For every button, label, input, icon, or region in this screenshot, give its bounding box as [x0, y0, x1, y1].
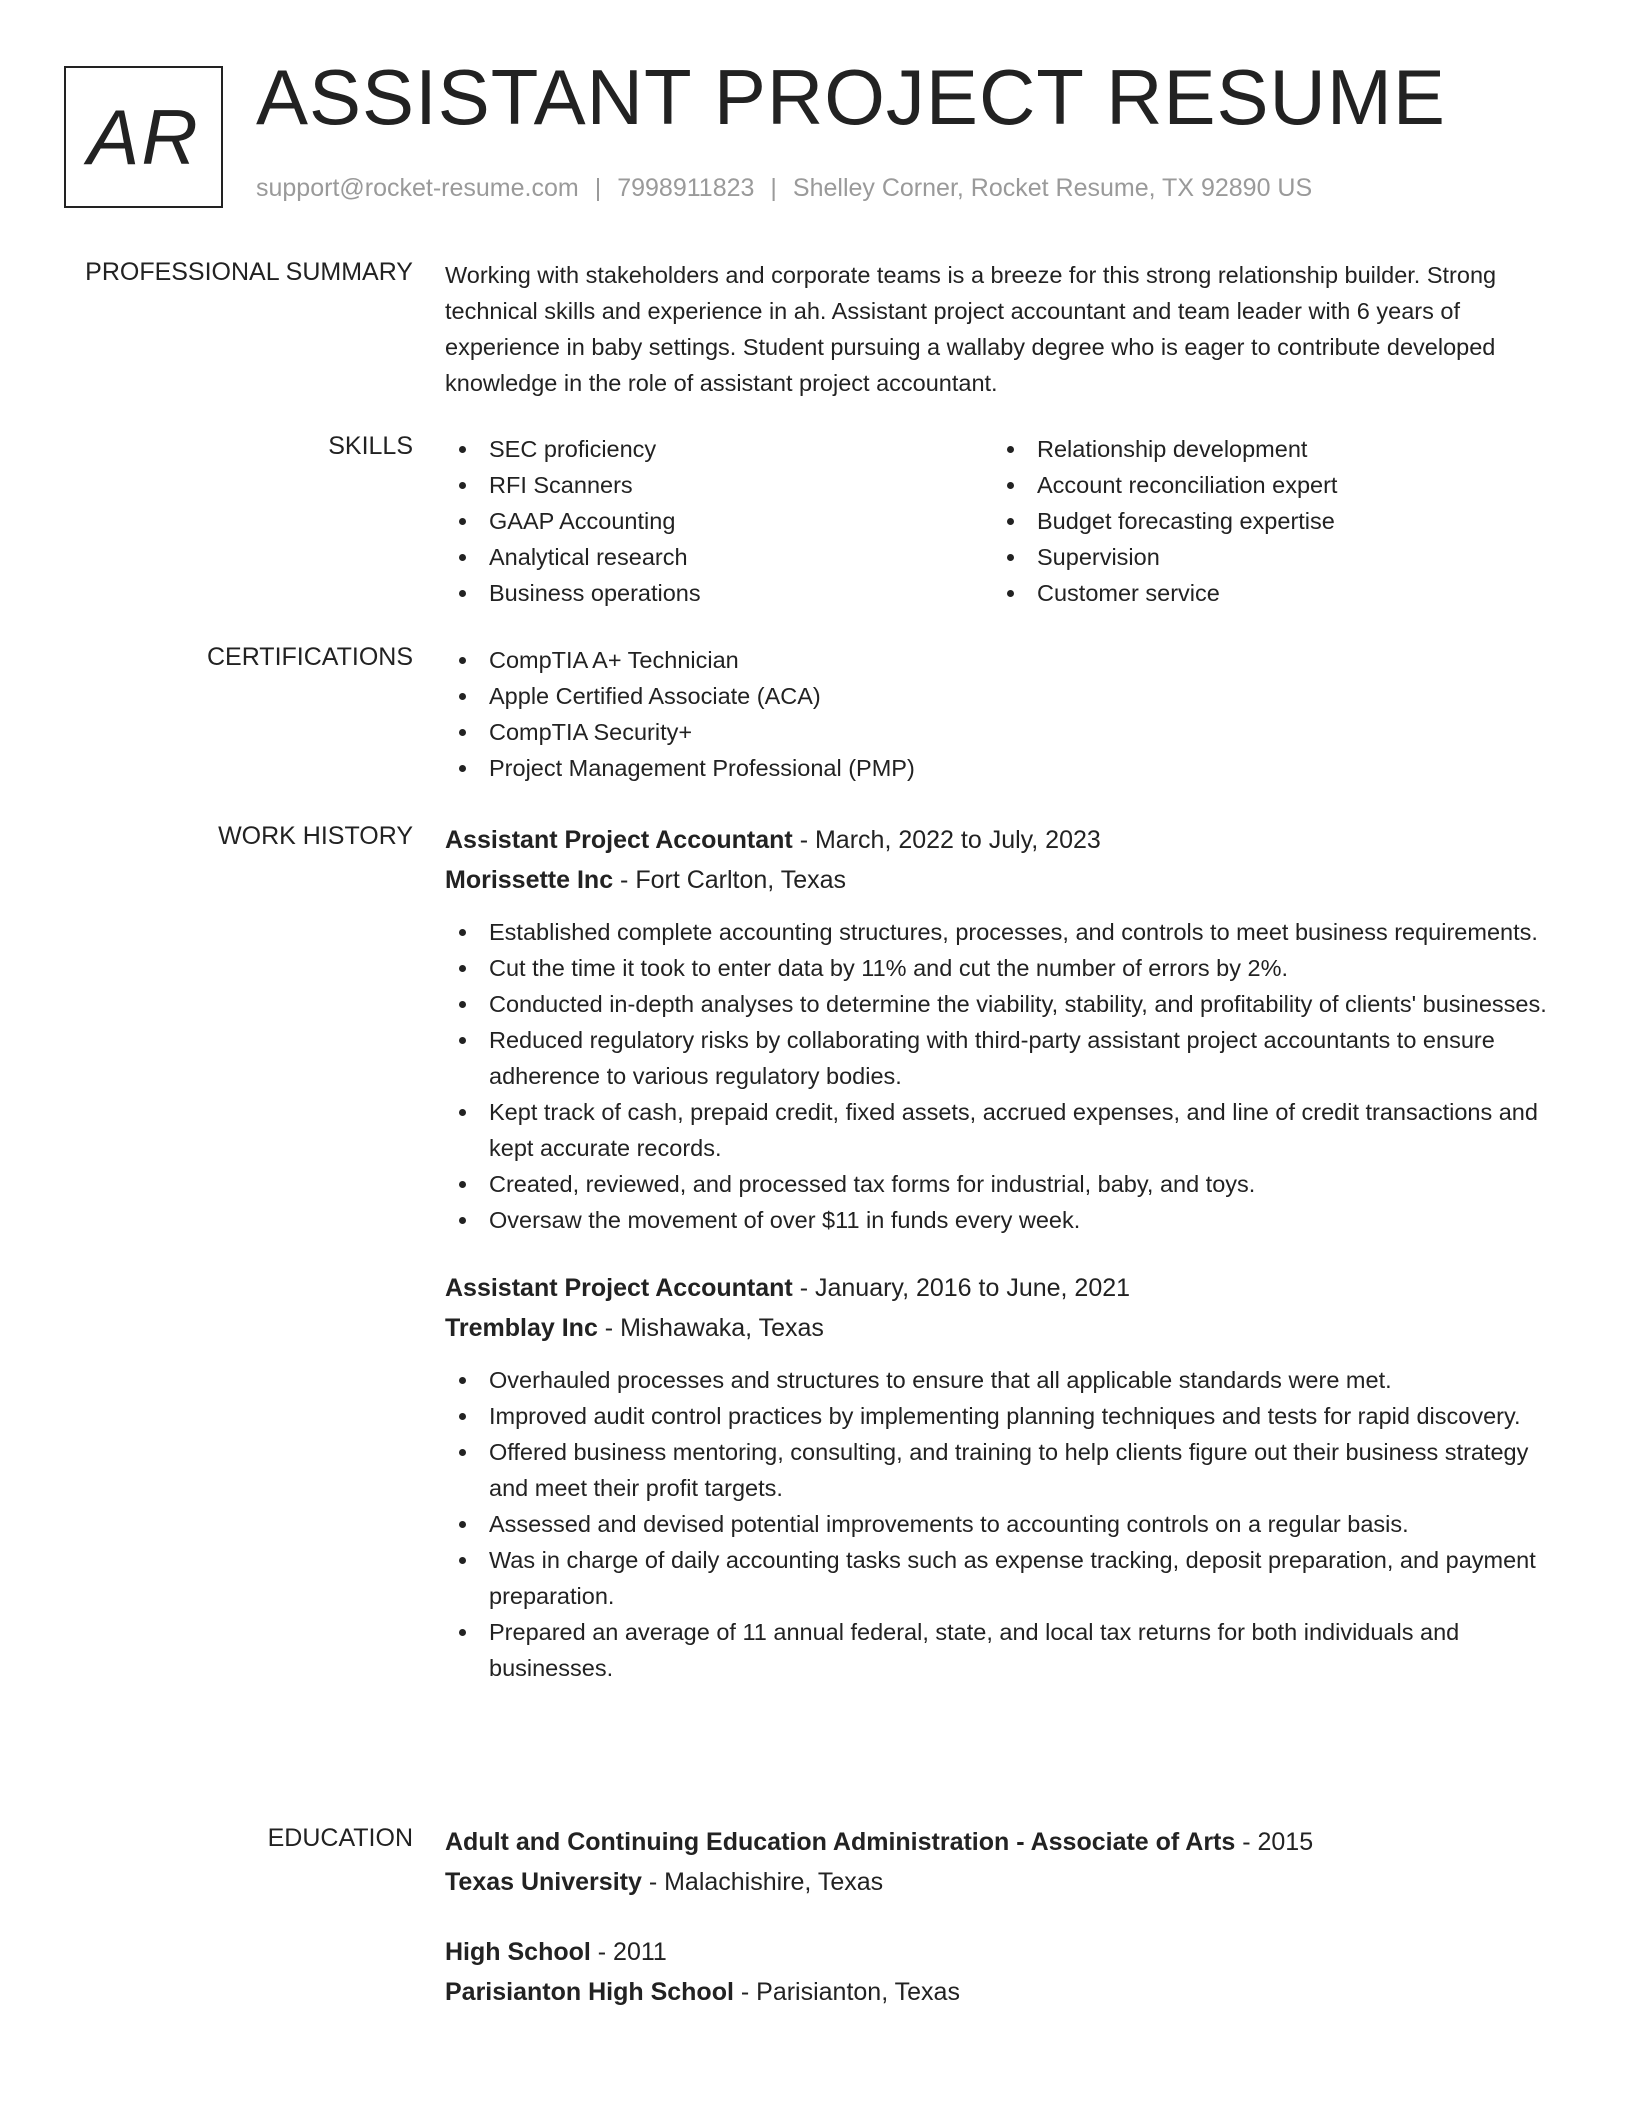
job-bullet: Kept track of cash, prepaid credit, fixed assets, accrued expenses, and line of credit transactions and kept accurate records.: [445, 1094, 1565, 1166]
job-title-line: [445, 820, 1565, 860]
job-bullet: Cut the time it took to enter data by 11% and cut the number of errors by 2%.: [445, 950, 1565, 986]
certifications-list: [445, 642, 1565, 786]
job-company-line: [445, 860, 1565, 900]
certification-item: Apple Certified Associate (ACA): [445, 678, 1565, 714]
resume-title: ASSISTANT PROJECT RESUME: [256, 53, 1446, 141]
job-company: Morissette Inc: [445, 866, 614, 894]
skill-item: Supervision: [993, 539, 1541, 575]
skill-item: Budget forecasting expertise: [993, 503, 1541, 539]
job-title-line: [445, 1268, 1565, 1308]
job-dates: - March, 2022 to July, 2023: [792, 826, 1101, 854]
job-bullet-list: [445, 1362, 1565, 1686]
education-location: - Malachishire, Texas: [641, 1868, 884, 1896]
education-school: Parisianton High School: [445, 1978, 734, 2006]
contact-email[interactable]: support@rocket-resume.com: [256, 174, 579, 202]
certification-item: CompTIA Security+: [445, 714, 1565, 750]
job-bullet: Established complete accounting structures, processes, and controls to meet business requirements.: [445, 914, 1565, 950]
section-label-skills: SKILLS: [328, 432, 413, 460]
skill-item: Customer service: [993, 575, 1541, 611]
skill-item: Business operations: [445, 575, 993, 611]
section-label-work-history: WORK HISTORY: [218, 822, 413, 850]
education-degree: Adult and Continuing Education Administration - Associate of Arts: [445, 1828, 1236, 1856]
job-bullet: Reduced regulatory risks by collaborating with third-party assistant project accountants to ensure adherence to various regulatory bodies.: [445, 1022, 1565, 1094]
education-degree-line: [445, 1932, 1565, 1972]
contact-phone[interactable]: 7998911823: [617, 174, 755, 202]
job-bullet: Was in charge of daily accounting tasks such as expense tracking, deposit preparation, and payment preparation.: [445, 1542, 1565, 1614]
job-bullet: Prepared an average of 11 annual federal, state, and local tax returns for both individuals and businesses.: [445, 1614, 1565, 1686]
job-location: - Mishawaka, Texas: [597, 1314, 824, 1342]
education-school-line: [445, 1862, 1565, 1902]
education-entry: [445, 1932, 1565, 2012]
education-degree: High School: [445, 1938, 591, 1966]
summary-text: Working with stakeholders and corporate teams is a breeze for this strong relationship builder. Strong technical skills and experience in ah. Assistant project accountant and team leader with 6 years of experience in baby settings. Student pursuing a wallaby degree who is eager to contribute developed knowledge in the role of assistant project accountant.: [445, 262, 1497, 396]
education-school-line: [445, 1972, 1565, 2012]
contact-address: Shelley Corner, Rocket Resume, TX 92890 US: [792, 174, 1313, 202]
contact-separator: |: [594, 174, 602, 202]
skills-list-left: [445, 431, 993, 611]
job-bullet-list: [445, 914, 1565, 1238]
job-company: Tremblay Inc: [445, 1314, 598, 1342]
job-company-line: [445, 1308, 1565, 1348]
education-location: - Parisianton, Texas: [733, 1978, 960, 2006]
education-degree-line: [445, 1822, 1565, 1862]
skill-item: RFI Scanners: [445, 467, 993, 503]
job-location: - Fort Carlton, Texas: [613, 866, 847, 894]
skill-item: Relationship development: [993, 431, 1541, 467]
education-entry: [445, 1822, 1565, 1902]
skills-list-right: [993, 431, 1541, 611]
contact-line: [256, 174, 1312, 203]
skill-item: Account reconciliation expert: [993, 467, 1541, 503]
job-bullet: Created, reviewed, and processed tax forms for industrial, baby, and toys.: [445, 1166, 1565, 1202]
job-entry: [445, 1268, 1565, 1686]
job-title: Assistant Project Accountant: [445, 826, 793, 854]
certification-item: CompTIA A+ Technician: [445, 642, 1565, 678]
education-school: Texas University: [445, 1868, 642, 1896]
education-year: - 2011: [590, 1938, 667, 1966]
job-bullet: Overhauled processes and structures to ensure that all applicable standards were met.: [445, 1362, 1565, 1398]
skill-item: GAAP Accounting: [445, 503, 993, 539]
job-title: Assistant Project Accountant: [445, 1274, 793, 1302]
job-entry: [445, 820, 1565, 1238]
job-bullet: Offered business mentoring, consulting, and training to help clients figure out their business strategy and meet their profit targets.: [445, 1434, 1565, 1506]
job-bullet: Oversaw the movement of over $11 in funds every week.: [445, 1202, 1565, 1238]
skill-item: SEC proficiency: [445, 431, 993, 467]
job-bullet: Improved audit control practices by implementing planning techniques and tests for rapid discovery.: [445, 1398, 1565, 1434]
section-label-education: EDUCATION: [267, 1824, 413, 1852]
contact-separator: |: [770, 174, 777, 202]
job-bullet: Conducted in-depth analyses to determine the viability, stability, and profitability of clients' businesses.: [445, 986, 1565, 1022]
section-label-certifications: CERTIFICATIONS: [206, 643, 413, 671]
job-bullet: Assessed and devised potential improvements to accounting controls on a regular basis.: [445, 1506, 1565, 1542]
certification-item: Project Management Professional (PMP): [445, 750, 1565, 786]
initials-monogram: AR: [64, 66, 223, 208]
skill-item: Analytical research: [445, 539, 993, 575]
section-label-summary: PROFESSIONAL SUMMARY: [85, 258, 413, 286]
education-year: - 2015: [1235, 1828, 1314, 1856]
job-dates: - January, 2016 to June, 2021: [792, 1274, 1131, 1302]
